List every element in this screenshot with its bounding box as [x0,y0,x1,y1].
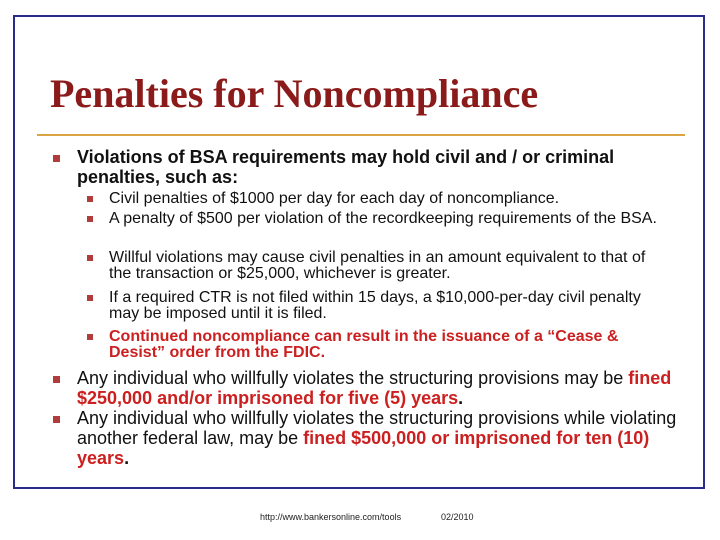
square-bullet-icon [87,295,93,301]
structuring-2-text: Any individual who willfully violates the structuring provisions while violating another federal law, may be [77,408,677,448]
square-bullet-icon [87,255,93,261]
square-bullet-icon [87,216,93,222]
sub-bullet-2: A penalty of $500 per violation of the recordkeeping requirements of the BSA. [109,210,657,227]
sub-bullet-5: Continued noncompliance can result in the issuance of a “Cease & Desist” order from the FDIC. [109,328,619,361]
structuring-bullet-1 [77,368,677,408]
footer-url[interactable]: http://www.bankersonline.com/tools [260,512,402,522]
square-bullet-icon [53,376,60,383]
sub-bullet-4: If a required CTR is not filed within 15 days, a $10,000-per-day civil penalty may be imposed until it is filed. [109,289,641,322]
sub-bullet-3: Willful violations may cause civil penalties in an amount equivalent to that of the transaction or $25,000, whichever is greater. [109,249,646,282]
sub-bullet-1: Civil penalties of $1000 per day for each day of noncompliance. [109,190,560,207]
intro-bullet: Violations of BSA requirements may hold civil and / or criminal penalties, such as: [77,147,615,187]
square-bullet-icon [87,334,93,340]
footer-date: 02/2010 [441,512,474,522]
square-bullet-icon [53,155,60,162]
structuring-1-period: . [458,388,464,408]
structuring-1-penalty: fined $250,000 and/or imprisoned for five (5) years [77,368,672,408]
structuring-bullet-2 [77,408,677,468]
structuring-2-period: . [124,448,130,468]
structuring-2-penalty: fined $500,000 or imprisoned for ten (10) years [77,428,650,468]
title-divider [37,134,685,136]
square-bullet-icon [53,416,60,423]
square-bullet-icon [87,196,93,202]
structuring-1-text: Any individual who willfully violates the structuring provisions may be [77,368,629,388]
slide-title: Penalties for Noncompliance [50,71,539,116]
